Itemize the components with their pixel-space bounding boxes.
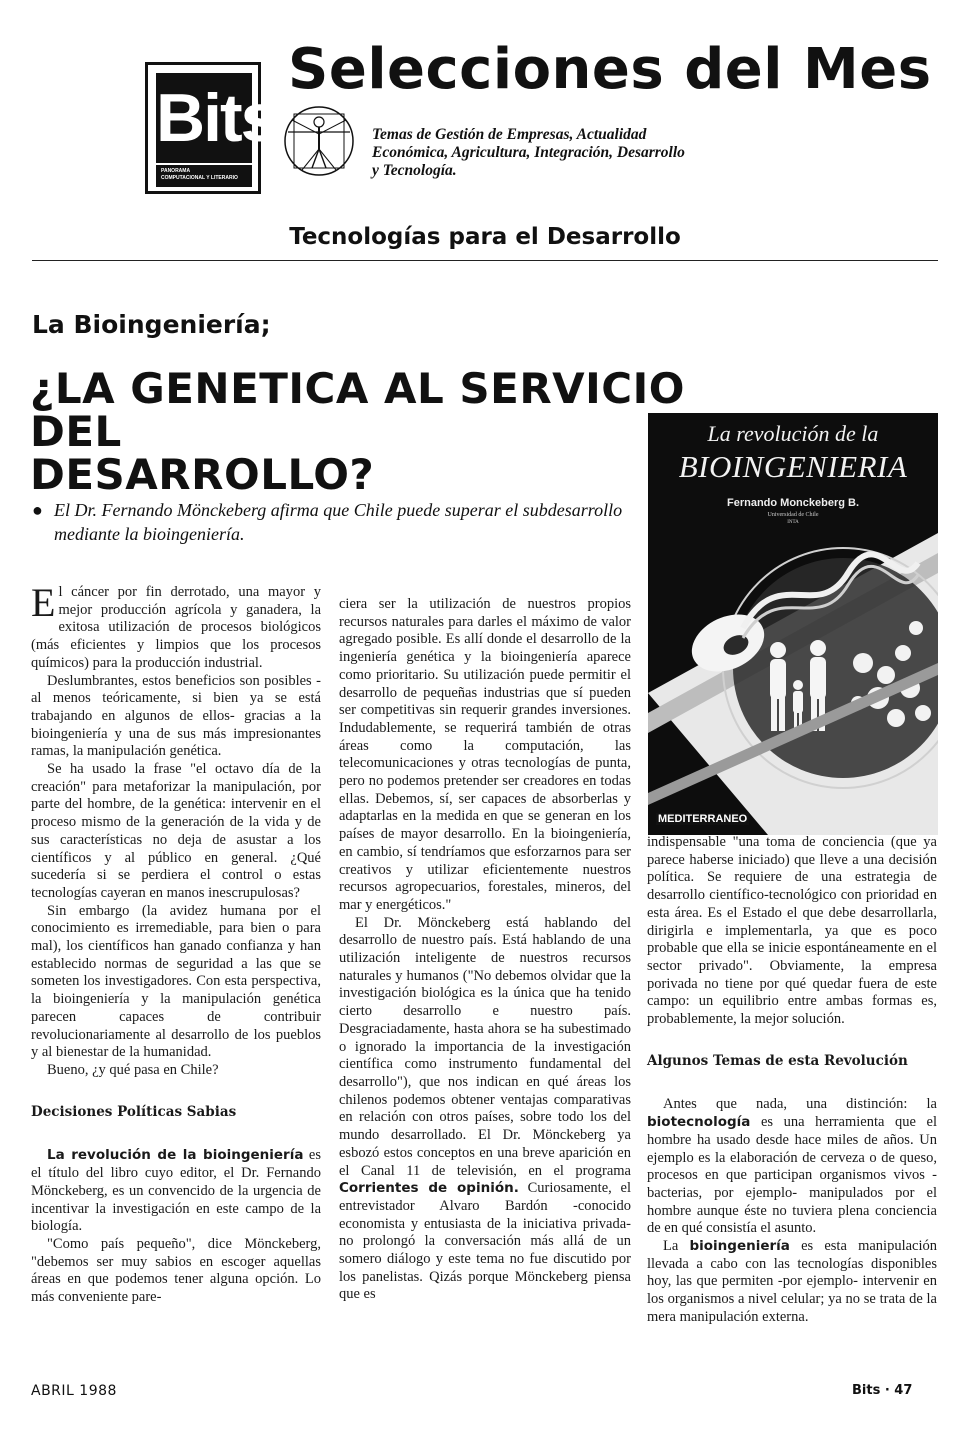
book-cover-image xyxy=(648,413,938,835)
footer-date: ABRIL 1988 xyxy=(31,1383,117,1399)
paragraph: Sin embargo (la avidez humana por el conocimiento es irremediable, para bien o para mal), los científicos han ganado confianza y han establecido normas de seguridad a las que se someten los investigadores. Con esta perspectiva, la bioingeniería y la manipulación genética parecen capaces de contribuir revolucionariamente al desarrollo de los pueblos y al bienestar de la humanidad. xyxy=(31,902,321,1061)
article-kicker: La Bioingeniería; xyxy=(32,310,271,339)
article-column-2 xyxy=(339,596,631,1304)
footer-page-number: Bits · 47 xyxy=(852,1383,913,1398)
paragraph: Deslumbrantes, estos beneficios son posibles -al menos teóricamente, si bien ya se está trabajando en algunos de ellos- gracias a la bioingeniería y una de sus más impresionantes ramas, la manipulación genética. xyxy=(31,672,321,760)
logo-tagline-2: COMPUTACIONAL Y LITERARIO xyxy=(161,175,238,181)
paragraph-text: es esta manipulación llevada a cabo con las tecnologías disponibles hoy, las que permiten -por ejemplo- intervenir en los organismos a nivel celular; ya no se trata de la mera manipulación externa. xyxy=(647,1238,938,1325)
term-biotecnologia: biotecnología xyxy=(647,1114,751,1131)
paragraph xyxy=(647,1096,937,1238)
paragraph-text: Antes que nada, una distinción: la xyxy=(663,1096,937,1113)
paragraph: "Como país pequeño", dice Mönckeberg, "debemos ser muy sabios en escoger aquellas áreas en que podemos tener alguna opción. Lo más conveniente pare- xyxy=(31,1235,321,1306)
subtitle-line-3: y Tecnología. xyxy=(372,162,457,179)
logo-tagline-1: PANORAMA xyxy=(161,168,191,174)
cover-author: Fernando Monckeberg B. xyxy=(726,497,860,509)
section-divider xyxy=(32,260,938,261)
drop-cap: E xyxy=(31,580,56,625)
subheading: Algunos Temas de esta Revolución xyxy=(647,1052,908,1069)
section-title: Tecnologías para el Desarrollo xyxy=(289,224,681,250)
paragraph: Se ha usado la frase "el octavo día de la creación" para metaforizar la manipulación, por parte del hombre, de la genética: intervenir en el proceso mismo de la generación de la vida y de sus características no deja de asustar a los científicos y al público en general. ¿Qué sucedería si se perdiera el control o estas tecnologías cayeran en manos inescrupulosas? xyxy=(31,761,321,901)
paragraph-text: l cáncer por fin derrotado, una mayor y mejor producción agrícola y ganadera, la exitosa utilización de procesos biológicos (más eficientes y limpios que los procesos químicos) para la producción industrial. xyxy=(31,584,321,671)
cover-institution-2: INTA xyxy=(787,520,799,525)
book-title: La revolución de la bioingeniería xyxy=(47,1147,304,1164)
headline-line-1: ¿LA GENETICA AL SERVICIO DEL xyxy=(30,364,685,456)
subheading: Decisiones Políticas Sabias xyxy=(31,1103,237,1120)
paragraph-text: El Dr. Mönckeberg está hablando del desarrollo de nuestro país. Está hablando de una utilización inteligente de nuestros recursos naturales y humanos ("No debemos olvidar que la investigación biológica es la única que ha tenido cierto desarrollo e nuestro país. Desgraciadamente, hasta ahora se ha subestimado o ignorado la importancia de la investigación científica como instrumento fundamental del desarrollo"), que nos indican en qué áreas los chilenos podemos obtener ventajas comparativas en relación con otros países, sobre todo los del mundo desarrollado. El Dr. Mönckeberg ya esbozó estos conceptos en una breve aparición en el Canal 11 de televisión, en el programa xyxy=(339,914,631,1179)
bits-logo xyxy=(145,62,277,194)
article-column-1 xyxy=(31,580,321,1307)
subtitle-line-1: Temas de Gestión de Empresas, Actualidad xyxy=(372,126,647,143)
subtitle-line-2: Económica, Agricultura, Integración, Desarrollo xyxy=(372,144,685,161)
paragraph-text: La xyxy=(663,1238,690,1255)
paragraph xyxy=(31,1147,321,1236)
paragraph xyxy=(647,1238,937,1327)
paragraph-text: es una herramienta que el hombre ha usado desde hace miles de años. Un ejemplo es la elaboración de cerveza o de queso, procesos en que participan organismos vivos -bacterias, por ejemplo- manipulados por el hombre aunque éste no tuviera plena conciencia de en qué consistía el asunto. xyxy=(647,1114,937,1237)
paragraph: indispensable "una toma de conciencia (que ya parece haberse iniciado) que lleve a una decisión política. Se requiere de una estrategia de desarrollo científico-tecnológico con prioridad en esta área. Es el Estado el que debe desarrollarla, dirigirla e implementarla, ya que es poco probable que ella se inicie espontáneamente en el sector privado". Obviamente, la empresa porivada no tiene por qué quedar fuera de este campo: un equilibrio entre ambas formas es, probablemente, la mejor solución. xyxy=(647,834,937,1028)
cover-title-1: La revolución de la xyxy=(707,421,879,446)
lead-text: El Dr. Fernando Mönckeberg afirma que Chile puede superar el subdesarrollo mediante la bioingeniería. xyxy=(54,500,623,544)
cover-title-2: BIOINGENIERIA xyxy=(678,449,908,484)
program-title: Corrientes de opinión. xyxy=(339,1180,519,1197)
masthead-subtitle xyxy=(372,126,762,180)
logo-word: Bits xyxy=(156,73,252,163)
term-bioingenieria: bioingeniería xyxy=(689,1238,790,1255)
bullet-icon: ● xyxy=(32,500,43,520)
paragraph xyxy=(31,580,321,673)
paragraph xyxy=(339,915,631,1304)
masthead-title: Selecciones del Mes xyxy=(288,37,932,102)
cover-institution: Universidad de Chile xyxy=(767,512,819,518)
paragraph: ciera ser la utilización de nuestros propios recursos naturales para darles el máximo de valor agregado posible. Es allí donde el desarrollo de la ingeniería genética y la bioingeniería aparece como prioritario. Su utilización puede permitir el desarrollo de pequeñas industrias que sí pueden ser competitivas sin requerir grandes inversiones. Indudablemente, se requerirá también de otras áreas como la computación, las telecomunicaciones y otras tecnologías de punta, pero no podemos pretender ser creadores en todas ellas. Debemos, sí, ser capaces de absorberlas y adaptarlas en la medida en que se generan en los países de mayor desarrollo. En la bioingeniería, en cambio, sí tendríamos que esforzarnos para ser creativos y utilizar eficientemente nuestros recursos agropecuarios, forestales, mineros, del mar y energéticos." xyxy=(339,596,631,913)
paragraph-text: es el título del libro cuyo editor, el Dr. Fernando Mönckeberg, es un convencido de la urgencia de incentivar la investigación en este campo de la biología. xyxy=(31,1147,321,1235)
vitruvian-man-icon xyxy=(282,104,356,178)
paragraph: Bueno, ¿y qué pasa en Chile? xyxy=(47,1061,219,1078)
headline-line-2: DESARROLLO? xyxy=(30,450,375,499)
cover-publisher: MEDITERRANEO xyxy=(658,813,748,825)
logo-tagline xyxy=(156,165,252,187)
article-column-3 xyxy=(647,834,937,1327)
paragraph-text: Curiosamente, el entrevistador Alvaro Bardón -conocido economista y entusiasta de la iniciativa privada- no prolongó la conversación más allá de un somero diálogo y este tema no fue discutido por los panelistas. Qizás porque Mönckeberg piensa que es xyxy=(339,1180,631,1303)
